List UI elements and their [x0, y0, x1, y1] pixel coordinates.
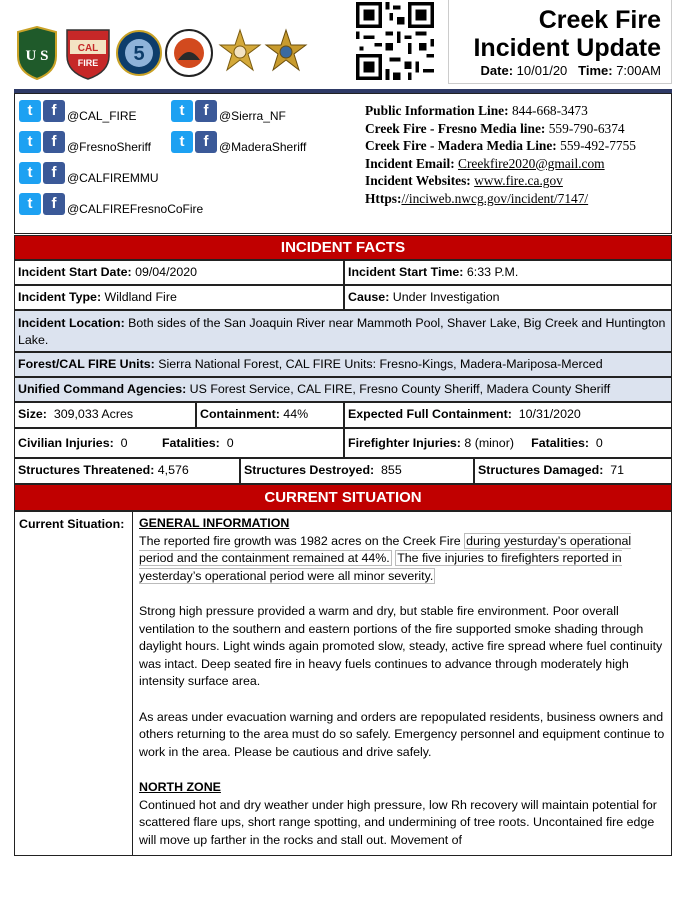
situation-paragraph-2: Strong high pressure provided a warm and dry, but stable fire environment. Poor overall ventilation to the southern and eastern portions of the fire supported smoke shading through daylight hours. Light winds again promoted slow, steady, active fire spread where fuel continuity was intact. Deep seated fire in heavy fuels continues to advance through moderately high intensity surface area. — [139, 603, 663, 689]
situation-paragraph-1: The reported fire growth was 1982 acres on the Creek Fire during yesturday’s operational period and the containment remained at 44%. The five injuries to firefighters reported in yesterday’s operational period were all minor severity. — [139, 533, 632, 583]
imt-seal-icon — [164, 26, 214, 80]
twitter-icon: t — [19, 162, 41, 184]
svg-text:CAL: CAL — [77, 43, 99, 54]
calfire-shield-icon — [64, 26, 112, 80]
structures-threatened-cell: Structures Threatened: 4,576 — [14, 458, 240, 484]
social-calfire-fresno[interactable]: t f @CALFIREFresnoCoFire — [19, 193, 203, 215]
region5-badge-icon — [115, 26, 163, 80]
title-box — [448, 0, 672, 84]
date-time: Date: 10/01/20 Time: 7:00AM — [480, 63, 661, 78]
size-cell: Size: 309,033 Acres — [14, 402, 196, 428]
north-zone-paragraph: Continued hot and dry weather under high pressure, low Rh recovery will maintain potential for scattered flare ups, short range spotting, and undermining of tree roots. Uncontained fire edge will move up farther in the rocks and stall out. Movement of — [139, 797, 657, 847]
svg-text:FIRE: FIRE — [77, 58, 99, 68]
structures-destroyed-cell: Structures Destroyed: 855 — [240, 458, 474, 484]
situation-label: Current Situation: — [14, 511, 133, 856]
facebook-icon: f — [195, 100, 217, 122]
structures-damaged-cell: Structures Damaged: 71 — [474, 458, 672, 484]
cause-cell: Cause: Under Investigation — [344, 285, 672, 310]
facebook-icon: f — [195, 131, 217, 153]
time-value: 7:00AM — [616, 63, 661, 78]
social-madera-sheriff[interactable]: t f @MaderaSheriff — [171, 131, 306, 153]
twitter-icon: t — [19, 131, 41, 153]
twitter-icon: t — [19, 193, 41, 215]
agency-logos — [14, 26, 304, 82]
date-value: 10/01/20 — [516, 63, 568, 78]
unified-command-cell: Unified Command Agencies: US Forest Service, CAL FIRE, Fresno County Sheriff, Madera County Sheriff — [14, 377, 672, 402]
title-line-1: Creek Fire — [538, 6, 661, 34]
current-situation-heading: CURRENT SITUATION — [14, 484, 672, 511]
social-calfire-mmu[interactable]: t f @CALFIREMMU — [19, 162, 159, 184]
contact-info — [365, 102, 636, 208]
website-link[interactable]: www.fire.ca.gov — [474, 173, 563, 189]
inciweb-link[interactable]: //inciweb.nwcg.gov/incident/7147/ — [401, 190, 589, 206]
situation-paragraph-3: As areas under evacuation warning and orders are repopulated residents, business owners and others returning to the area must do so safely. Emergency personnel and equipment continue to work in the area. Please be cautious and drive safely. — [139, 709, 665, 759]
facebook-icon: f — [43, 193, 65, 215]
sheriff-star-madera-icon — [264, 26, 308, 80]
fresno-media-line: Creek Fire - Fresno Media line: 559-790-6374 — [365, 120, 625, 136]
situation-body — [133, 511, 672, 856]
email-line: Incident Email: Creekfire2020@gmail.com — [365, 155, 605, 171]
pio-line: Public Information Line: 844-668-3473 — [365, 103, 588, 118]
twitter-icon: t — [171, 131, 193, 153]
incident-location-cell: Incident Location: Both sides of the San Joaquin River near Mammoth Pool, Shaver Lake, Big Creek and Huntington Lake. — [14, 310, 672, 352]
incident-type-cell: Incident Type: Wildland Fire — [14, 285, 344, 310]
social-sierra-nf[interactable]: t f @Sierra_NF — [171, 100, 286, 122]
email-link[interactable]: Creekfire2020@gmail.com — [458, 155, 605, 171]
firefighter-injuries-cell: Firefighter Injuries: 8 (minor) Fatalities: 0 — [344, 428, 672, 458]
start-date-cell: Incident Start Date: 09/04/2020 — [14, 260, 344, 285]
sheriff-star-fresno-icon — [218, 26, 262, 80]
twitter-icon: t — [19, 100, 41, 122]
usfs-shield-icon — [14, 26, 60, 80]
title-line-2: Incident Update — [473, 34, 661, 62]
general-information-heading: GENERAL INFORMATION — [139, 516, 290, 530]
civilian-injuries-cell: Civilian Injuries: 0 Fatalities: 0 — [14, 428, 344, 458]
expected-containment-cell: Expected Full Containment: 10/31/2020 — [344, 402, 672, 428]
facebook-icon: f — [43, 162, 65, 184]
svg-text:U S: U S — [25, 48, 49, 64]
units-cell: Forest/CAL FIRE Units: Sierra National Forest, CAL FIRE Units: Fresno-Kings, Madera-Mariposa-Merced — [14, 352, 672, 377]
north-zone-heading: NORTH ZONE — [139, 779, 221, 794]
qr-code[interactable] — [356, 2, 434, 80]
incident-facts-heading: INCIDENT FACTS — [14, 235, 672, 260]
contact-block — [14, 93, 672, 234]
facebook-icon: f — [43, 131, 65, 153]
containment-cell: Containment: 44% — [196, 402, 344, 428]
twitter-icon: t — [171, 100, 193, 122]
start-time-cell: Incident Start Time: 6:33 P.M. — [344, 260, 672, 285]
svg-text:5: 5 — [133, 43, 145, 65]
facebook-icon: f — [43, 100, 65, 122]
website-line: Incident Websites: www.fire.ca.gov — [365, 173, 563, 189]
social-fresno-sheriff[interactable]: t f @FresnoSheriff — [19, 131, 151, 153]
madera-media-line: Creek Fire - Madera Media Line: 559-492-7755 — [365, 138, 636, 154]
inciweb-line: Https://inciweb.nwcg.gov/incident/7147/ — [365, 190, 589, 206]
social-cal-fire[interactable]: t f @CAL_FIRE — [19, 100, 137, 122]
